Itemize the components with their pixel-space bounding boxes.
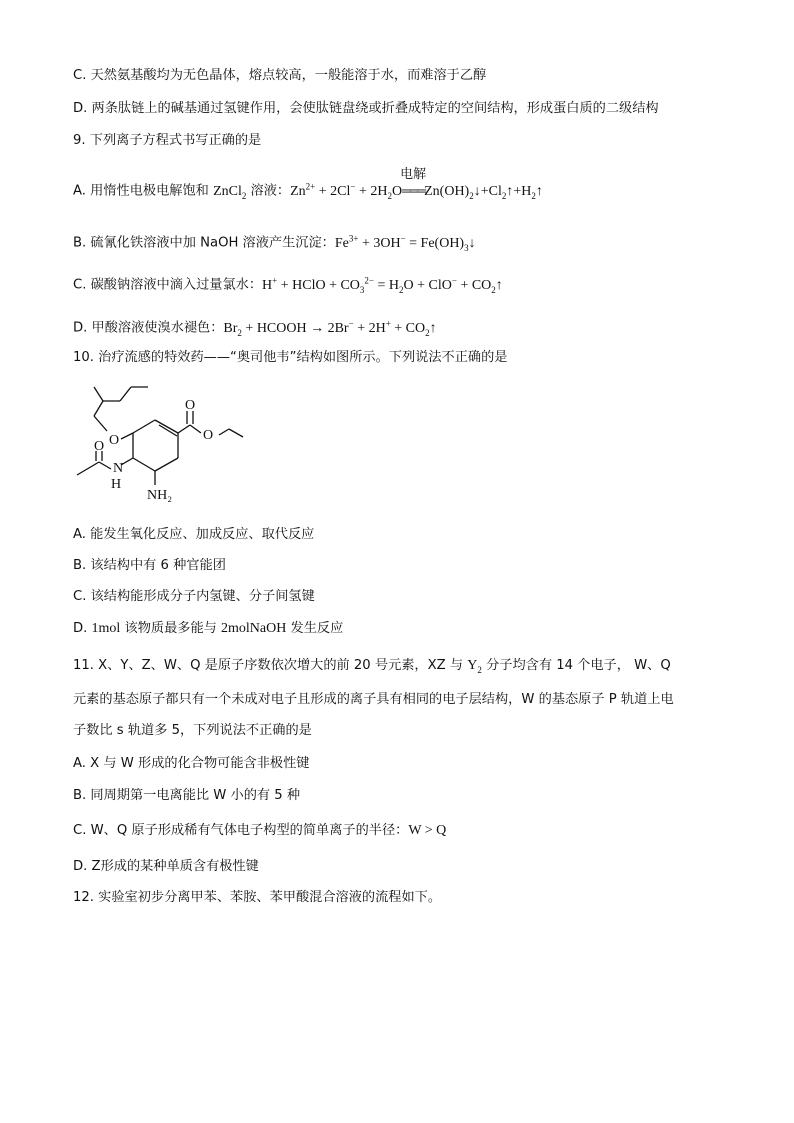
q11-option-d: D. Z形成的某种单质含有极性键 xyxy=(73,859,259,874)
q10-stem: 10. 治疗流感的特效药——“奥司他韦”结构如图所示。下列说法不正确的是 xyxy=(73,350,508,365)
atom-n-amide: N xyxy=(113,461,124,476)
q8-option-d: D. 两条肽链上的碱基通过氢键作用，会使肽链盘绕或折叠成特定的空间结构，形成蛋白质的二级结构 xyxy=(73,101,659,116)
atom-nh2: NH₂ xyxy=(147,488,173,503)
q11-option-b: B. 同周期第一电离能比 W 小的有 5 种 xyxy=(73,788,301,803)
atom-o-carbonyl: O xyxy=(185,398,196,413)
q11-stem-line2: 元素的基态原子都只有一个未成对电子且形成的离子具有相同的电子层结构，W 的基态原子 P 轨道上电 xyxy=(73,692,674,707)
oseltamivir-structure xyxy=(73,375,273,515)
q9-option-c: C. 碳酸钠溶液中滴入过量氯水：H+ + HClO + $CO_3^{2-} = H_2O + ClO^-$ + $CO_2↑$ xyxy=(73,275,503,295)
q9-option-d: D. 甲酸溶液使溴水褪色：$Br_2$ + HCOOH → $2Br^- + 2H^+ + CO_2↑$ xyxy=(73,318,437,338)
q10-option-a: A. 能发生氧化反应、加成反应、取代反应 xyxy=(73,527,315,542)
q8-option-c: C. 天然氨基酸均为无色晶体，熔点较高，一般能溶于水，而难溶于乙醇 xyxy=(73,68,487,83)
q11-stem-line3: 子数比 s 轨道多 5，下列说法不正确的是 xyxy=(73,723,312,738)
q11-option-c: C. W、Q 原子形成稀有气体电子构型的简单离子的半径：W > Q xyxy=(73,823,447,838)
q10-option-b: B. 该结构中有 6 种官能团 xyxy=(73,558,226,573)
q12-stem: 12. 实验室初步分离甲苯、苯胺、苯甲酸混合溶液的流程如下。 xyxy=(73,890,442,905)
q9-option-b: B. 硫氰化铁溶液中加 NaOH 溶液产生沉淀：$Fe^{3+} + 3OH^-$ = $Fe(OH)_3↓$ xyxy=(73,233,476,253)
q10-option-d: D. 1mol 该物质最多能与 2molNaOH 发生反应 xyxy=(73,621,344,636)
electrolysis-condition: 电解 ═══ xyxy=(400,166,427,198)
q10-option-c: C. 该结构能形成分子内氢键、分子间氢键 xyxy=(73,589,315,604)
atom-o-ether: O xyxy=(109,433,120,448)
q11-option-a: A. X 与 W 形成的化合物可能含非极性键 xyxy=(73,756,310,771)
q11-stem-line1: 11. X、Y、Z、W、Q 是原子序数依次增大的前 20 号元素，XZ 与 $Y_2$ 分子均含有 14 个电子， W、Q xyxy=(73,658,671,675)
q9-option-a: A. 用惰性电极电解饱和 ZnCl$_2$ 溶液：$Zn^{2+} + 2Cl^- + 2H_2O$ 电解 $═══Zn(OH)_2↓+Cl_2↑+H_2↑$ xyxy=(73,166,543,201)
q9-stem: 9. 下列离子方程式书写正确的是 xyxy=(73,133,262,148)
atom-o-amide: O xyxy=(94,439,105,454)
atom-h-amide: H xyxy=(111,477,122,492)
atom-o-ester: O xyxy=(203,428,214,443)
